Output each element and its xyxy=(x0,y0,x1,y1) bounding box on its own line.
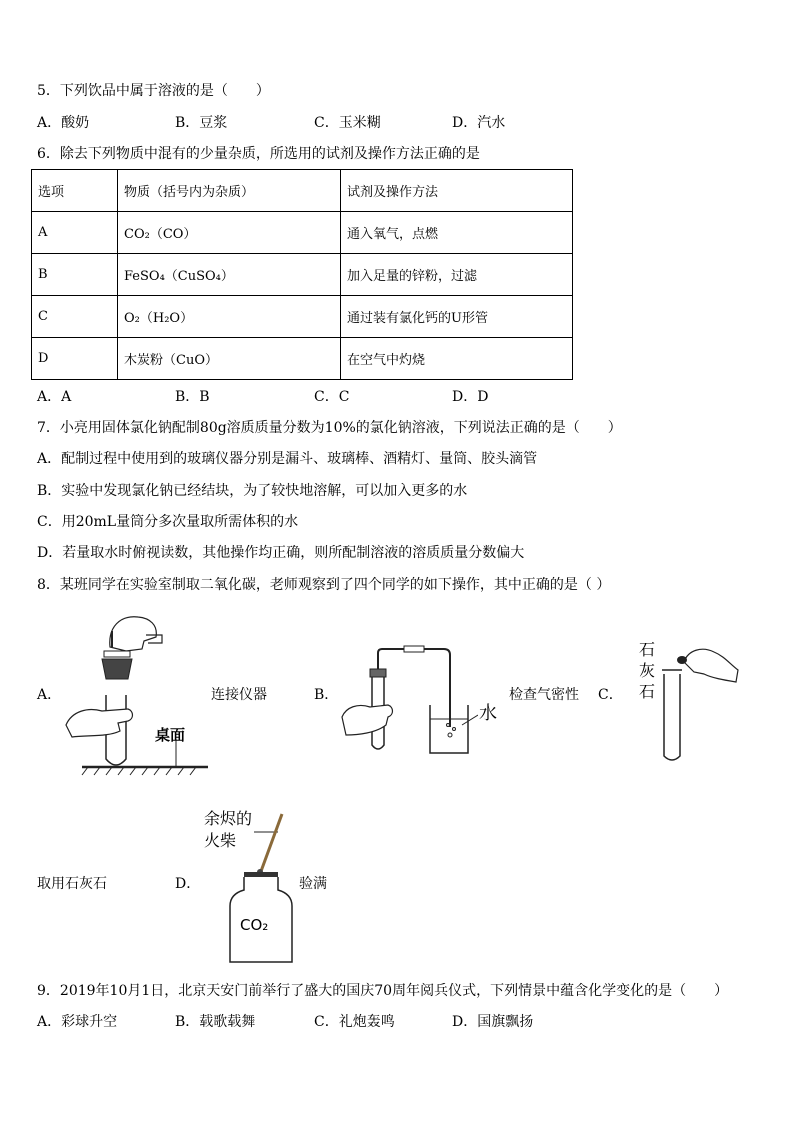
q8-option-b-caption: 检查气密性 xyxy=(509,687,579,703)
q9-option-b: B．载歌载舞 xyxy=(175,1014,256,1030)
q7-option-a: A．配制过程中使用到的玻璃仪器分别是漏斗、玻璃棒、酒精灯、量筒、胶头滴管 xyxy=(37,451,538,467)
q8-figure-d xyxy=(220,810,300,970)
q5-option-c: C．玉米糊 xyxy=(314,115,381,131)
q8-figure-c xyxy=(658,640,742,766)
q8-option-b-letter: B． xyxy=(314,687,339,703)
q8-option-c-letter: C． xyxy=(598,687,623,703)
q5-option-a: A．酸奶 xyxy=(37,115,90,131)
q8-label-limestone-2: 灰 xyxy=(639,661,656,680)
q7-stem: 7．小亮用固体氯化钠配制80g溶质质量分数为10%的氯化钠溶液，下列说法正确的是（ ） xyxy=(37,420,622,436)
q7-option-b: B．实验中发现氯化钠已经结块，为了较快地溶解，可以加入更多的水 xyxy=(37,483,468,499)
q8-stem: 8．某班同学在实验室制取二氧化碳，老师观察到了四个同学的如下操作，其中正确的是（ ） xyxy=(37,577,611,593)
table-row xyxy=(32,212,573,254)
q8-option-a-caption: 连接仪器 xyxy=(211,687,267,703)
q7-option-c: C．用20mL量筒分多次量取所需体积的水 xyxy=(37,514,299,530)
q9-option-a: A．彩球升空 xyxy=(37,1014,118,1030)
table-cell: 木炭粉（CuO） xyxy=(118,338,341,380)
q8-option-d-caption: 验满 xyxy=(299,876,327,892)
table-header-cell: 试剂及操作方法 xyxy=(341,170,573,212)
q5-stem: 5．下列饮品中属于溶液的是（ ） xyxy=(37,83,270,99)
table-row xyxy=(32,296,573,338)
table-cell: 通入氧气，点燃 xyxy=(341,212,573,254)
table-cell: 在空气中灼烧 xyxy=(341,338,573,380)
q6-option-a: A．A xyxy=(37,389,72,405)
q6-option-c: C．C xyxy=(314,389,350,405)
table-header-cell: 物质（括号内为杂质） xyxy=(118,170,341,212)
table-cell: CO₂（CO） xyxy=(118,212,341,254)
table-cell: C xyxy=(32,296,118,338)
table-cell: 通过装有氯化钙的U形管 xyxy=(341,296,573,338)
q8-option-d-letter: D． xyxy=(175,876,201,892)
q5-option-d: D．汽水 xyxy=(452,115,506,131)
q6-stem: 6．除去下列物质中混有的少量杂质，所选用的试剂及操作方法正确的是 xyxy=(37,146,480,162)
q8-label-ember-2: 火柴 xyxy=(204,831,237,850)
q8-figure-a xyxy=(58,607,210,779)
table-cell: A xyxy=(32,212,118,254)
q6-option-d: D．D xyxy=(452,389,489,405)
q8-option-c-caption: 取用石灰石 xyxy=(37,876,107,892)
table-header-row xyxy=(32,170,573,212)
q9-stem: 9．2019年10月1日，北京天安门前举行了盛大的国庆70周年阅兵仪式，下列情景中蕴含化学变化的是（ ） xyxy=(37,983,729,999)
table-row xyxy=(32,338,573,380)
q8-label-desk: 桌面 xyxy=(155,726,186,744)
table-cell: B xyxy=(32,254,118,296)
q8-label-water: 水 xyxy=(479,703,497,724)
q8-bottle-label: CO₂ xyxy=(240,916,269,934)
table-cell: 加入足量的锌粉，过滤 xyxy=(341,254,573,296)
table-cell: D xyxy=(32,338,118,380)
q7-option-d: D．若量取水时俯视读数，其他操作均正确，则所配制溶液的溶质质量分数偏大 xyxy=(37,545,525,561)
q8-label-ember-1: 余烬的 xyxy=(204,809,253,828)
table-header-cell: 选项 xyxy=(32,170,118,212)
table-cell: O₂（H₂O） xyxy=(118,296,341,338)
q9-option-c: C．礼炮轰鸣 xyxy=(314,1014,395,1030)
q9-option-d: D．国旗飘扬 xyxy=(452,1014,534,1030)
q8-figure-b xyxy=(338,645,478,757)
table-row xyxy=(32,254,573,296)
table-cell: FeSO₄（CuSO₄） xyxy=(118,254,341,296)
q6-option-b: B．B xyxy=(175,389,210,405)
q6-table xyxy=(31,169,573,380)
q5-option-b: B．豆浆 xyxy=(175,115,228,131)
q8-label-limestone-1: 石 xyxy=(639,640,656,659)
q8-option-a-letter: A． xyxy=(37,687,62,703)
q8-label-limestone-3: 石 xyxy=(639,682,656,701)
